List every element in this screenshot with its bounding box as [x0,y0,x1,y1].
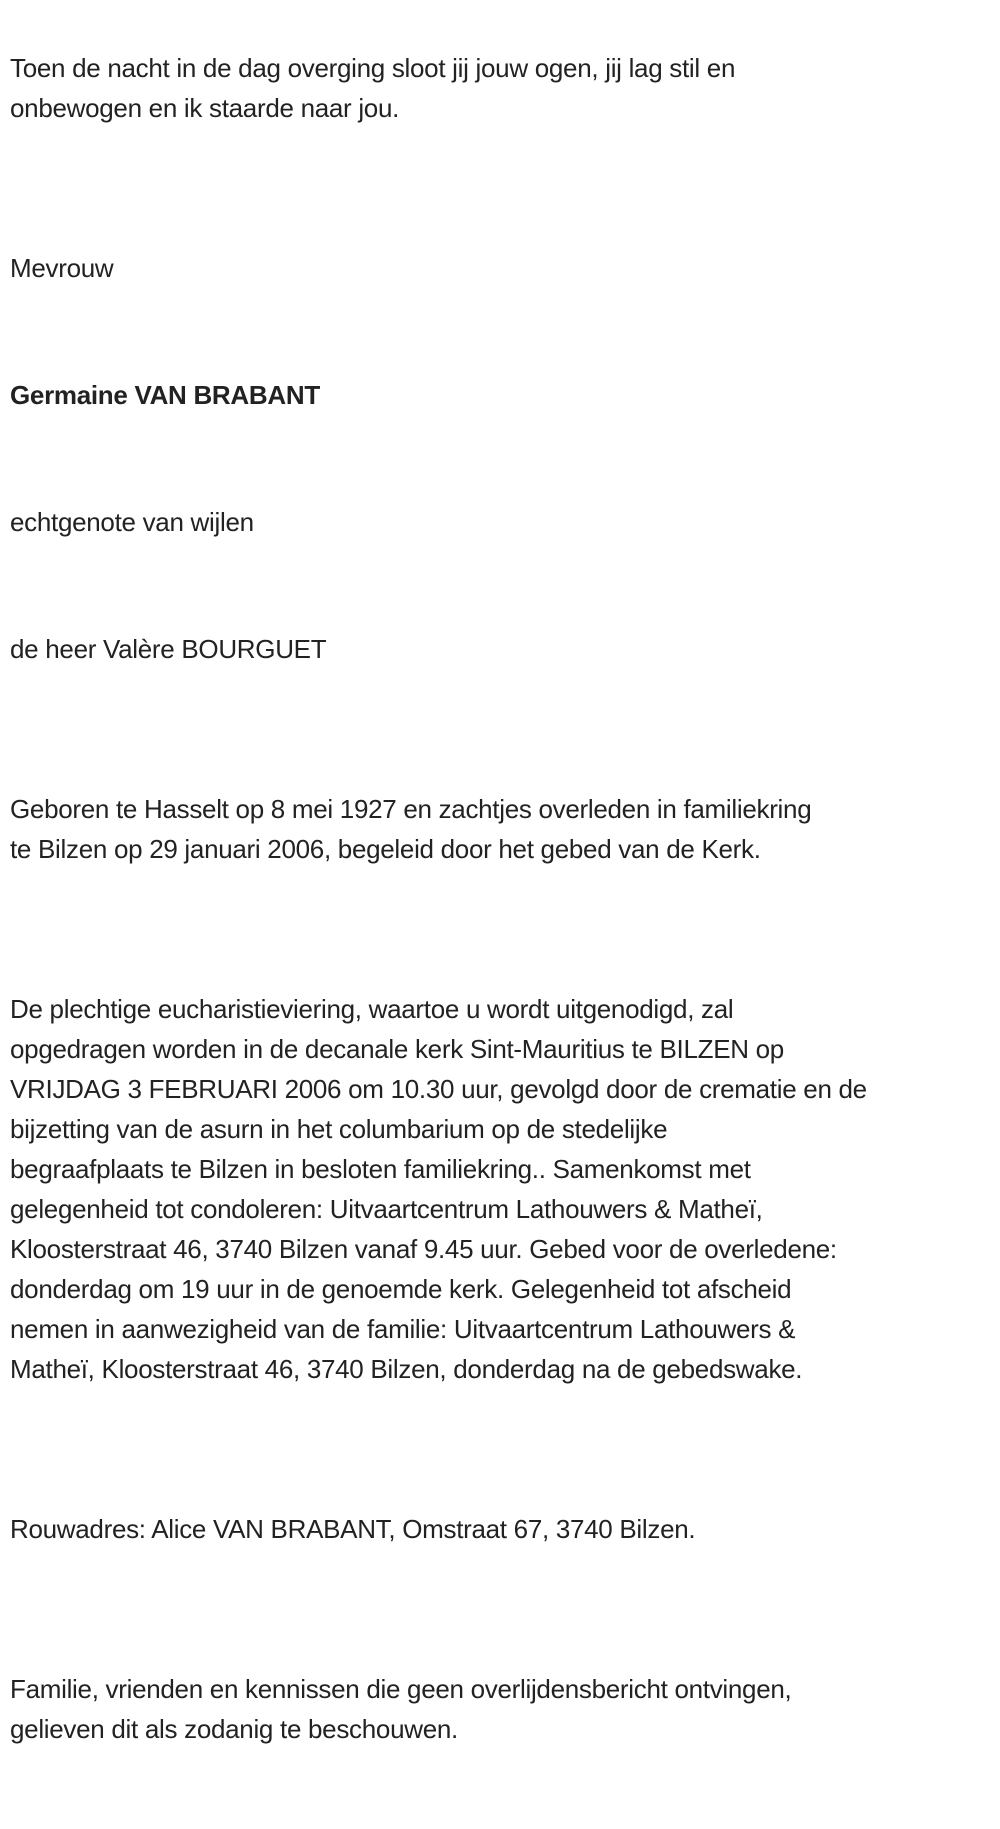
closing-note: Familie, vrienden en kennissen die geen overlijdensbericht ontvingen, gelieven dit als zodanig te beschouwen. [10,1674,792,1744]
relation-line: echtgenote van wijlen [10,507,254,537]
salutation: Mevrouw [10,253,114,283]
opening-verse: Toen de nacht in de dag overging sloot jij jouw ogen, jij lag stil en onbewogen en ik staarde naar jou. [10,53,736,123]
life-dates: Geboren te Hasselt op 8 mei 1927 en zachtjes overleden in familiekring te Bilzen op 29 januari 2006, begeleid door het gebed van de Kerk. [10,794,812,864]
mourning-address: Rouwadres: Alice VAN BRABANT, Omstraat 67, 3740 Bilzen. [10,1514,696,1544]
deceased-name: Germaine VAN BRABANT [10,380,320,410]
ceremony-details: De plechtige eucharistieviering, waartoe u wordt uitgenodigd, zal opgedragen worden in de decanale kerk Sint-Mauritius te BILZEN op VRIJDAG 3 FEBRUARI 2006 om 10.30 uur, gevolgd door de crematie en de bijzetting van de asurn in het columbarium op de stedelijke begraafplaats te Bilzen in besloten familiekring.. Samenkomst met gelegenheid tot condoleren: Uitvaartcentrum Lathouwers & Matheï, Kloosterstraat 46, 3740 Bilzen vanaf 9.45 uur. Gebed voor de overledene: donderdag om 19 uur in de genoemde kerk. Gelegenheid tot afscheid nemen in aanwezigheid van de familie: Uitvaartcentrum Lathouwers & Matheï, Kloosterstraat 46, 3740 Bilzen, donderdag na de gebedswake. [10,994,867,1384]
spouse-name: de heer Valère BOURGUET [10,634,327,664]
